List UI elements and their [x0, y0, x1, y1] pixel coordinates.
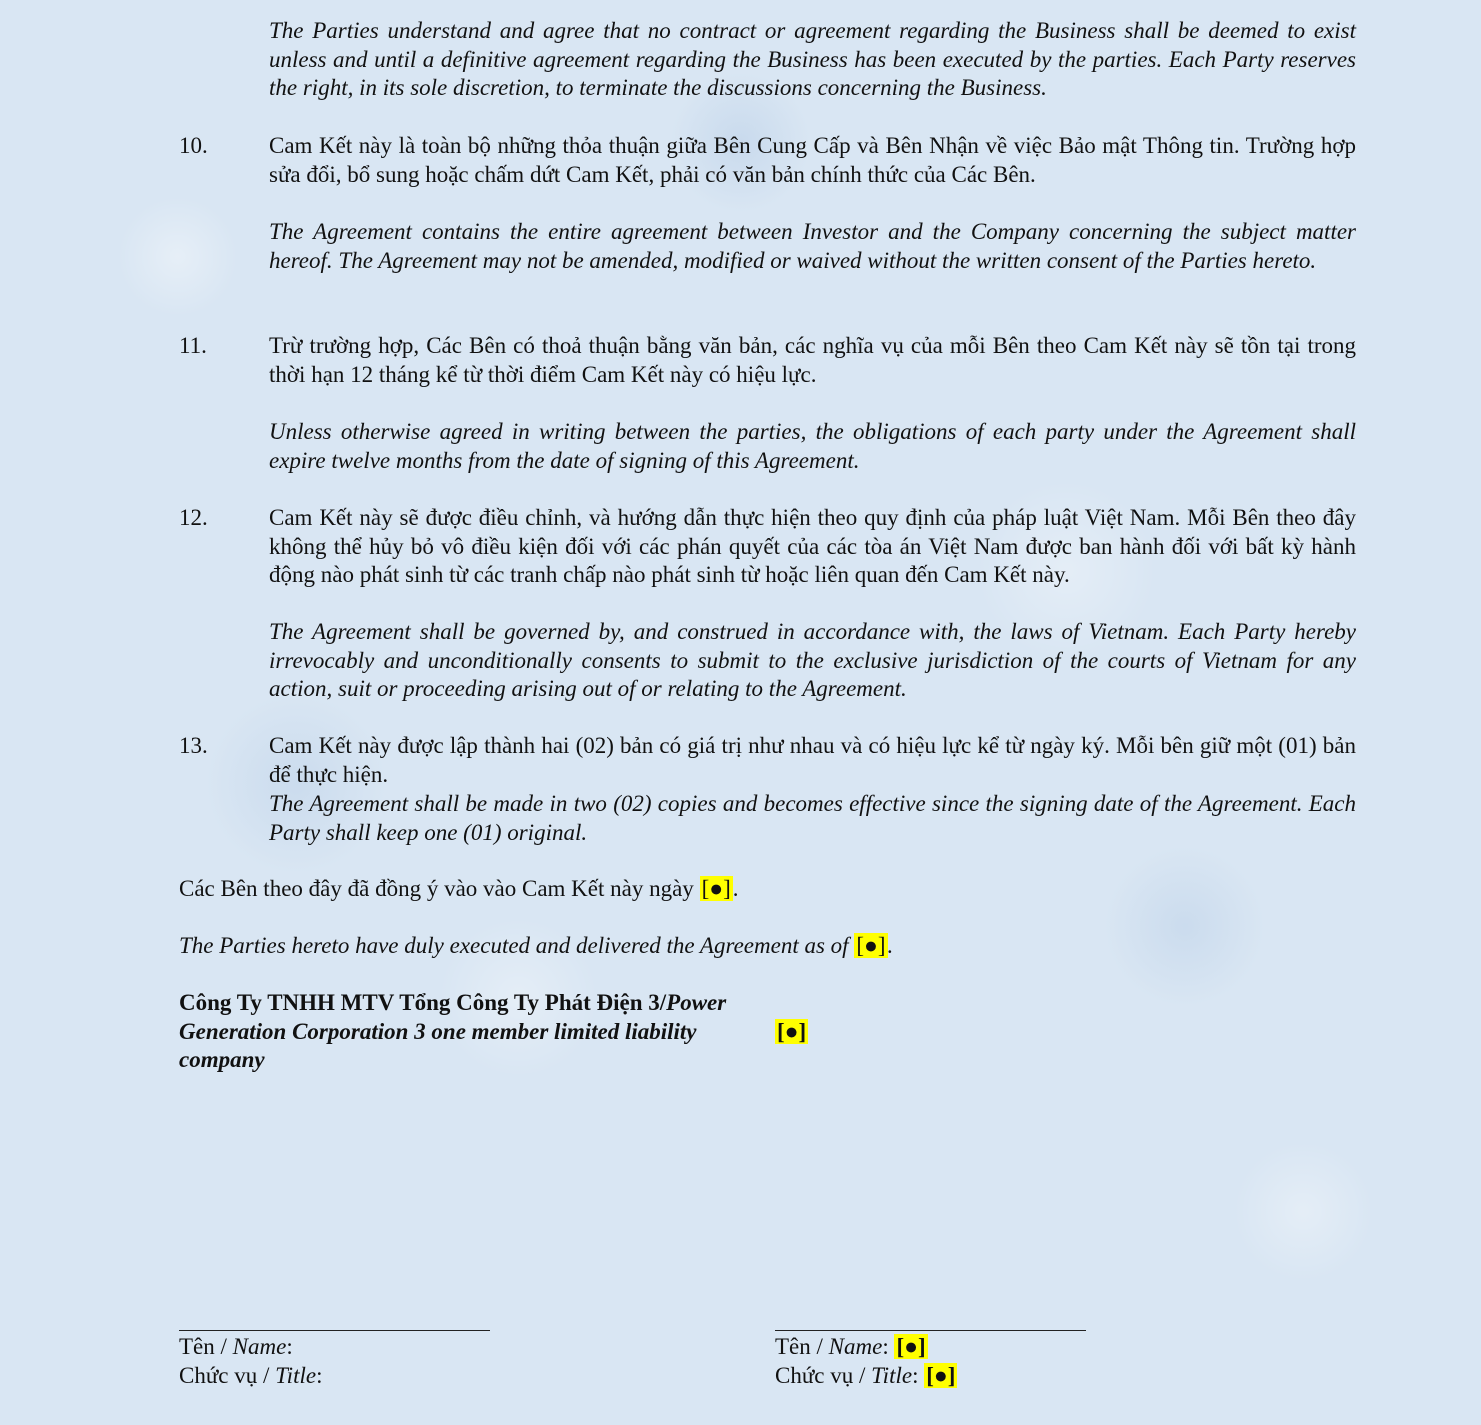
clause-11-number: 11. [179, 333, 207, 358]
left-party-name [179, 989, 764, 1075]
title-label-colon: : [912, 1363, 919, 1388]
title-label-english: Title [871, 1363, 913, 1388]
clause-10-english: The Agreement contains the entire agreement between Investor and the Company concerning the subject matter hereof. The Agreement may not be amended, modified or waived without the written consent of the Parties hereto. [269, 219, 1356, 273]
name-placeholder-highlight: [●] [896, 1334, 926, 1359]
right-signature-line [775, 1330, 1086, 1331]
left-party-name-english: Power Generation Corporation 3 one member limited liability company [179, 990, 727, 1073]
clause-11-vietnamese: Trừ trường hợp, Các Bên có thoả thuận bằng văn bản, các nghĩa vụ của mỗi Bên theo Cam Kết này sẽ tồn tại trong thời hạn 12 tháng kể từ thời điểm Cam Kết này có hiệu lực. [269, 333, 1356, 387]
left-party-name-vietnamese: Công Ty TNHH MTV Tổng Công Ty Phát Điện 3/ [179, 990, 667, 1015]
clause-13-english: The Agreement shall be made in two (02) copies and becomes effective since the signing date of the Agreement. Each Party shall keep one (01) original. [269, 791, 1356, 845]
execution-statement-english [179, 932, 893, 961]
right-signer-title-row [775, 1362, 957, 1391]
clause-10-vietnamese: Cam Kết này là toàn bộ những thỏa thuận giữa Bên Cung Cấp và Bên Nhận về việc Bảo mật Thông tin. Trường hợp sửa đổi, bổ sung hoặc chấm dứt Cam Kết, phải có văn bản chính thức của Các Bên. [269, 133, 1356, 187]
clause-13-number: 13. [179, 733, 208, 758]
execution-vi-period: . [732, 876, 739, 901]
title-label-vietnamese: Chức vụ / [775, 1363, 872, 1388]
right-party-name [775, 1018, 808, 1047]
name-label-vietnamese: Tên / [179, 1334, 233, 1359]
clause-12-english: The Agreement shall be governed by, and construed in accordance with, the laws of Vietnam. Each Party hereby irrevocably and unconditionally consents to submit to the exclusive jurisdiction of the courts of Vietnam for any action, suit or proceeding arising out of or relating to the Agreement. [269, 619, 1356, 702]
clause-12-vietnamese: Cam Kết này sẽ được điều chỉnh, và hướng dẫn thực hiện theo quy định của pháp luật Việt Nam. Mỗi Bên theo đây không thể hủy bỏ vô điều kiện đối với các phán quyết của các tòa án Việt Nam được ban hành đối với bất kỳ hành động nào phát sinh từ các tranh chấp nào phát sinh từ hoặc liên quan đến Cam Kết này. [269, 505, 1356, 588]
execution-vi-text: Các Bên theo đây đã đồng ý vào vào Cam Kết này ngày [179, 876, 700, 901]
execution-statement-vietnamese [179, 875, 739, 904]
clause-10-number: 10. [179, 133, 208, 158]
left-signer-title-row [179, 1362, 322, 1391]
name-label-vietnamese: Tên / [775, 1334, 829, 1359]
title-label-vietnamese: Chức vụ / [179, 1363, 276, 1388]
execution-en-text: The Parties hereto have duly executed and delivered the Agreement as of [179, 933, 855, 958]
left-signer-name-row [179, 1333, 293, 1362]
title-label-colon: : [316, 1363, 323, 1388]
title-placeholder-highlight: [●] [926, 1363, 956, 1388]
intro-english-paragraph: The Parties understand and agree that no contract or agreement regarding the Business shall be deemed to exist unless and until a definitive agreement regarding the Business has been executed by the parties. Each Party reserves the right, in its sole discretion, to terminate the discussions concerning the Business. [269, 18, 1356, 101]
clause-13-vietnamese: Cam Kết này được lập thành hai (02) bản có giá trị như nhau và có hiệu lực kể từ ngày ký. Mỗi bên giữ một (01) bản để thực hiện. [269, 733, 1356, 787]
name-label-colon: : [286, 1334, 293, 1359]
title-label-english: Title [275, 1363, 317, 1388]
clause-12-number: 12. [179, 505, 208, 530]
left-signature-line [179, 1330, 490, 1331]
name-label-english: Name [828, 1334, 883, 1359]
clause-11-english: Unless otherwise agreed in writing between the parties, the obligations of each party under the Agreement shall expire twelve months from the date of signing of this Agreement. [269, 419, 1356, 473]
name-label-colon: : [882, 1334, 889, 1359]
name-label-english: Name [232, 1334, 287, 1359]
date-placeholder-highlight: [●] [701, 876, 731, 901]
right-signer-name-row [775, 1333, 928, 1362]
execution-en-period: . [887, 933, 894, 958]
date-placeholder-highlight: [●] [856, 933, 886, 958]
right-party-placeholder-highlight: [●] [777, 1019, 807, 1044]
